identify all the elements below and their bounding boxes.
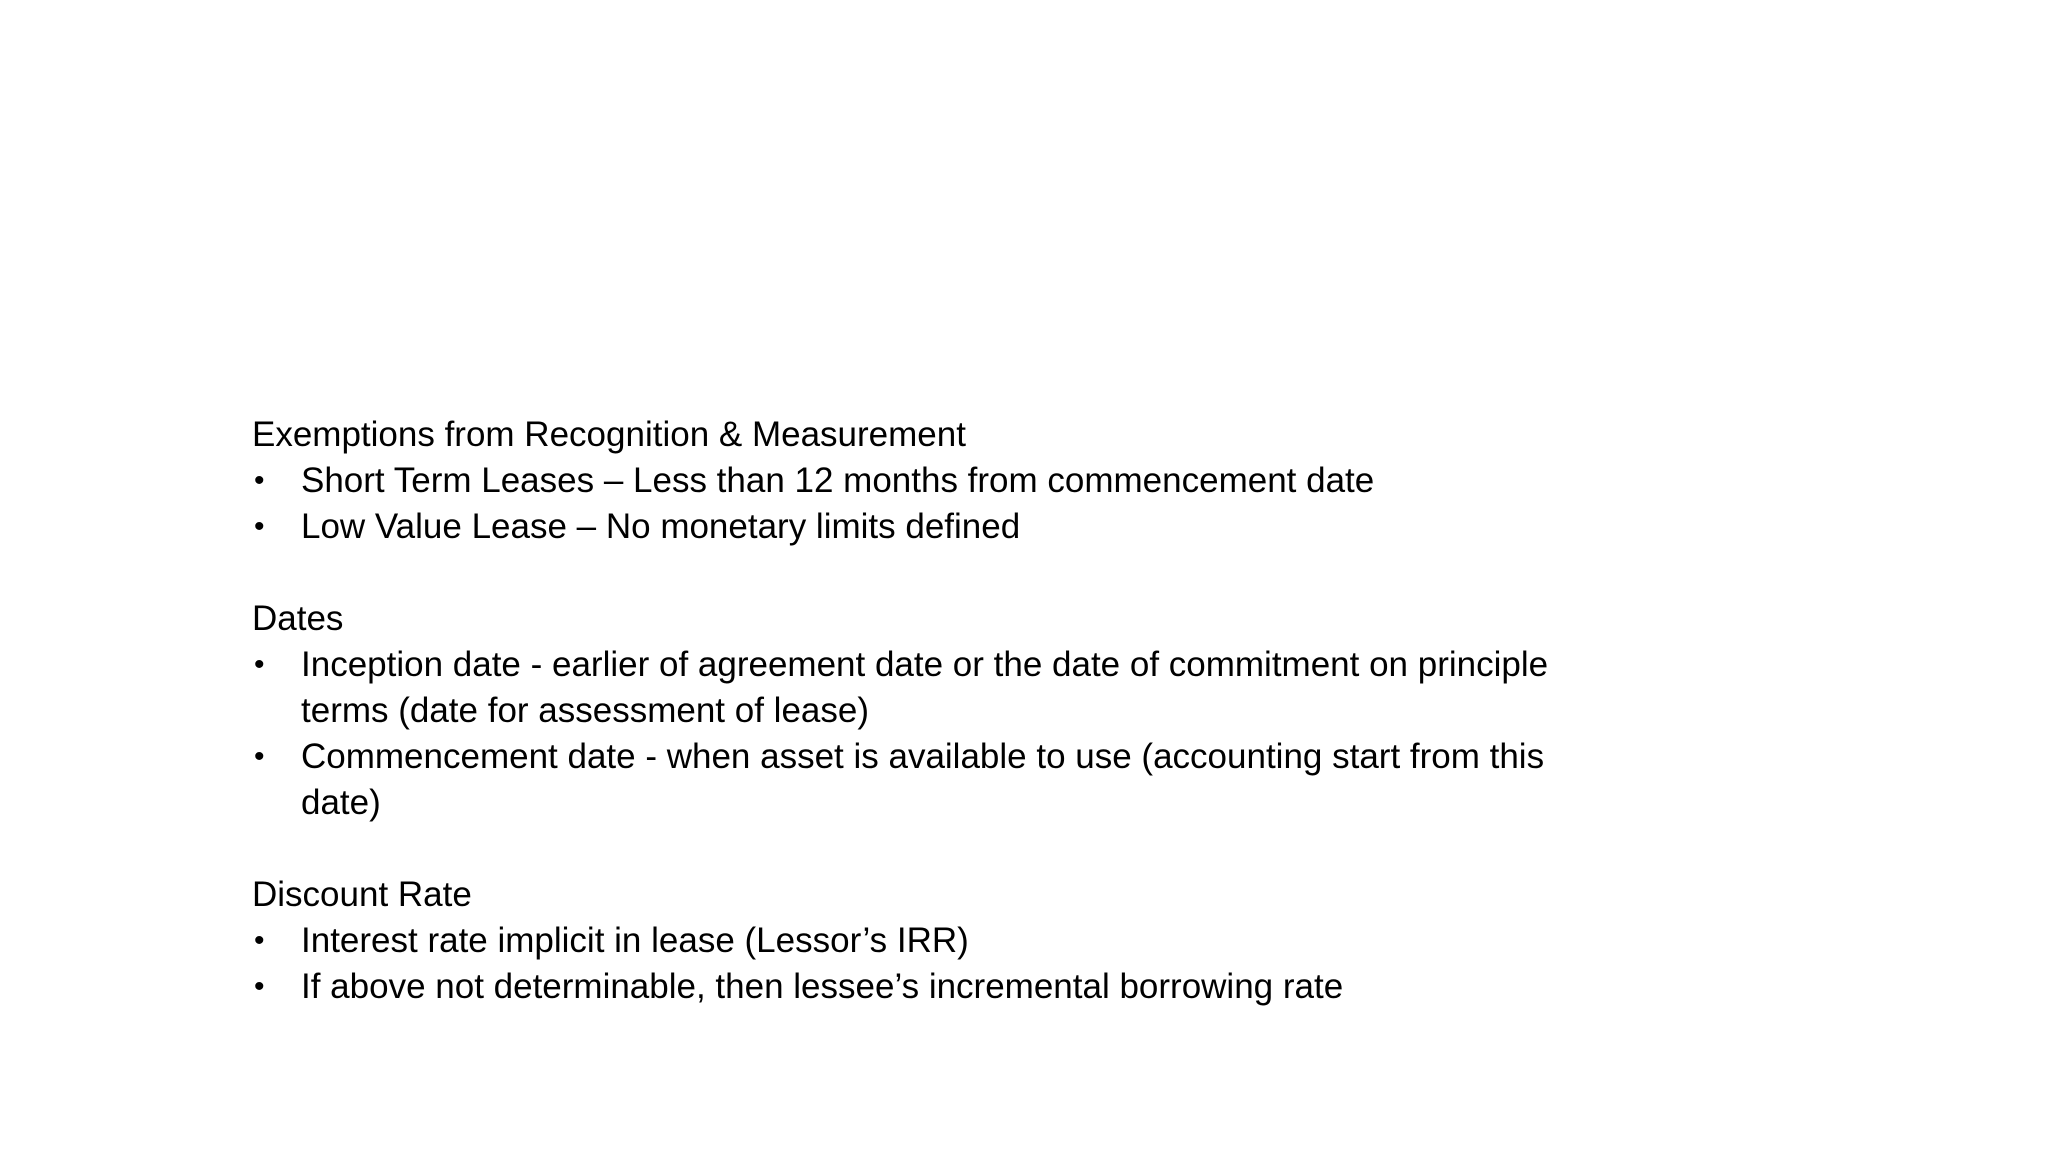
list-item-text: Inception date - earlier of agreement date or the date of commitment on principle terms (date for assessment of lease) [301,645,1549,730]
bullet-list [252,642,1552,826]
list-item-text: Short Term Leases – Less than 12 months from commencement date [301,461,1375,500]
list-item [252,964,1552,1010]
bullet-icon: • [254,924,265,957]
section-exemptions [252,412,1552,550]
list-item [252,642,1552,734]
section-dates [252,596,1552,826]
list-item-text: If above not determinable, then lessee’s incremental borrowing rate [301,967,1344,1006]
section-discount-rate [252,872,1552,1010]
list-item [252,918,1552,964]
list-item-text: Commencement date - when asset is available to use (accounting start from this date) [301,737,1545,822]
bullet-icon: • [254,740,265,773]
list-item-text: Interest rate implicit in lease (Lessor’s IRR) [301,921,969,960]
section-spacer [252,550,1552,596]
bullet-icon: • [254,510,265,543]
slide-body [252,412,1552,1010]
list-item [252,504,1552,550]
list-item [252,734,1552,826]
bullet-list [252,918,1552,1010]
bullet-list [252,458,1552,550]
bullet-icon: • [254,970,265,1003]
bullet-icon: • [254,464,265,497]
section-heading: Dates [252,599,344,638]
section-heading: Discount Rate [252,875,472,914]
list-item [252,458,1552,504]
bullet-icon: • [254,648,265,681]
section-spacer [252,826,1552,872]
list-item-text: Low Value Lease – No monetary limits defined [301,507,1021,546]
section-heading: Exemptions from Recognition & Measurement [252,415,966,454]
